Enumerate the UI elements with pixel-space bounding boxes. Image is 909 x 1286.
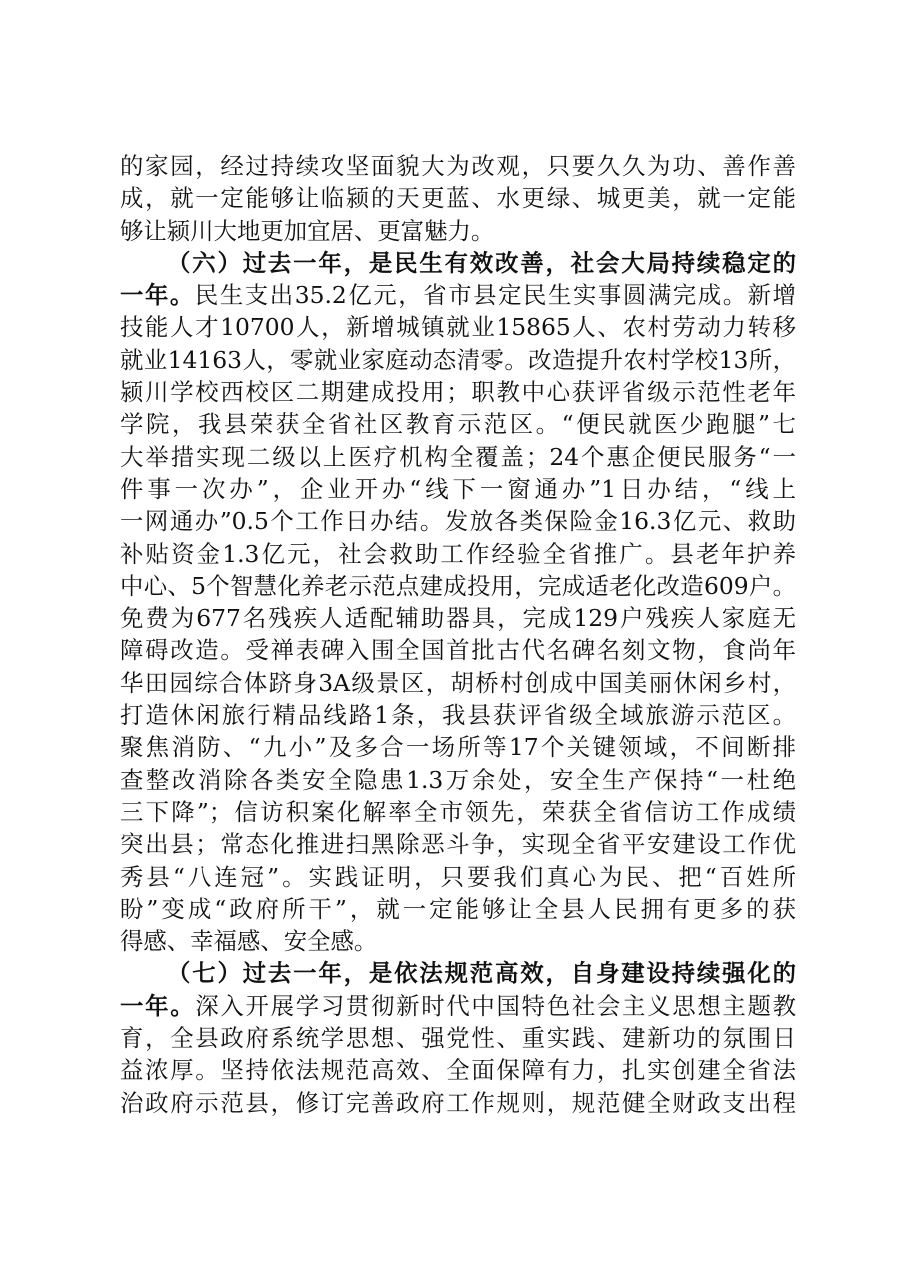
text-line: 查整改消除各类安全隐患1.3万余处，安全生产保持“一杜绝 [120,765,796,794]
text-line: 成，就一定能够让临颍的天更蓝、水更绿、城更美，就一定能 [120,184,796,213]
text-line: 得感、幸福感、安全感。 [120,927,378,956]
text-line: 突出县；常态化推进扫黑除恶斗争，实现全省平安建设工作优 [120,830,796,859]
text-line: 治政府示范县，修订完善政府工作规则，规范健全财政支出程 [120,1088,796,1117]
text-line: 中心、5个智慧化养老示范点建成投用，完成适老化改造609户。 [120,571,796,600]
text-line: 秀县“八连冠”。实践证明，只要我们真心为民、把“百姓所 [120,862,796,891]
text-line: 障碍改造。受禅表碑入围全国首批古代名碑名刻文物，食尚年 [120,636,796,665]
text-line: 就业14163人，零就业家庭动态清零。改造提升农村学校13所， [120,345,796,374]
document-body [120,150,796,1119]
paragraph-previous [120,150,796,247]
text-line: 颍川学校西校区二期建成投用；职教中心获评省级示范性老年 [120,378,796,407]
text-line: 打造休闲旅行精品线路1条，我县获评省级全域旅游示范区。 [120,701,796,730]
text-line: 的家园，经过持续攻坚面貌大为改观，只要久久为功、善作善 [120,152,796,180]
text-span: 民生支出35.2亿元，省市县定民生实事圆满完成。新增 [194,281,796,310]
text-line: 聚焦消防、“九小”及多合一场所等17个关键领域，不间断排 [120,733,796,762]
paragraph-seven [120,957,796,1118]
paragraph-six [120,247,796,958]
text-line [120,279,796,311]
text-span: 深入开展学习贯彻新时代中国特色社会主义思想主题教 [195,991,796,1020]
section-heading-six-end: 一年。 [120,281,195,310]
text-line: 件事一次办”，企业开办“线下一窗通办”1日办结，“线上 [120,474,796,503]
section-heading-six: （六）过去一年，是民生有效改善，社会大局持续稳定的 [167,248,796,277]
text-line: 盼”变成“政府所干”，就一定能够让全县人民拥有更多的获 [120,894,796,923]
text-line: 免费为677名残疾人适配辅助器具，完成129户残疾人家庭无 [120,604,796,633]
text-line: 学院，我县荣获全省社区教育示范区。“便民就医少跑腿”七 [120,410,796,439]
text-line: 育，全县政府系统学思想、强党性、重实践、建新功的氛围日 [120,1024,796,1053]
text-line [120,990,796,1022]
text-line: 益浓厚。坚持依法规范高效、全面保障有力，扎实创建全省法 [120,1056,796,1085]
text-line: 华田园综合体跻身3A级景区，胡桥村创成中国美丽休闲乡村， [120,668,796,697]
text-line: 大举措实现二级以上医疗机构全覆盖；24个惠企便民服务“一 [120,442,796,471]
text-line: 补贴资金1.3亿元，社会救助工作经验全省推广。县老年护养 [120,539,796,568]
text-line: 三下降”；信访积案化解率全市领先，荣获全省信访工作成绩 [120,797,796,826]
text-line: 一网通办”0.5个工作日办结。发放各类保险金16.3亿元、救助 [120,507,796,536]
text-line: 够让颍川大地更加宜居、更富魅力。 [120,216,495,245]
section-heading-seven: （七）过去一年，是依法规范高效，自身建设持续强化的 [167,959,796,988]
text-line: 技能人才10700人，新增城镇就业15865人、农村劳动力转移 [120,313,796,342]
section-heading-seven-end: 一年。 [120,991,196,1020]
